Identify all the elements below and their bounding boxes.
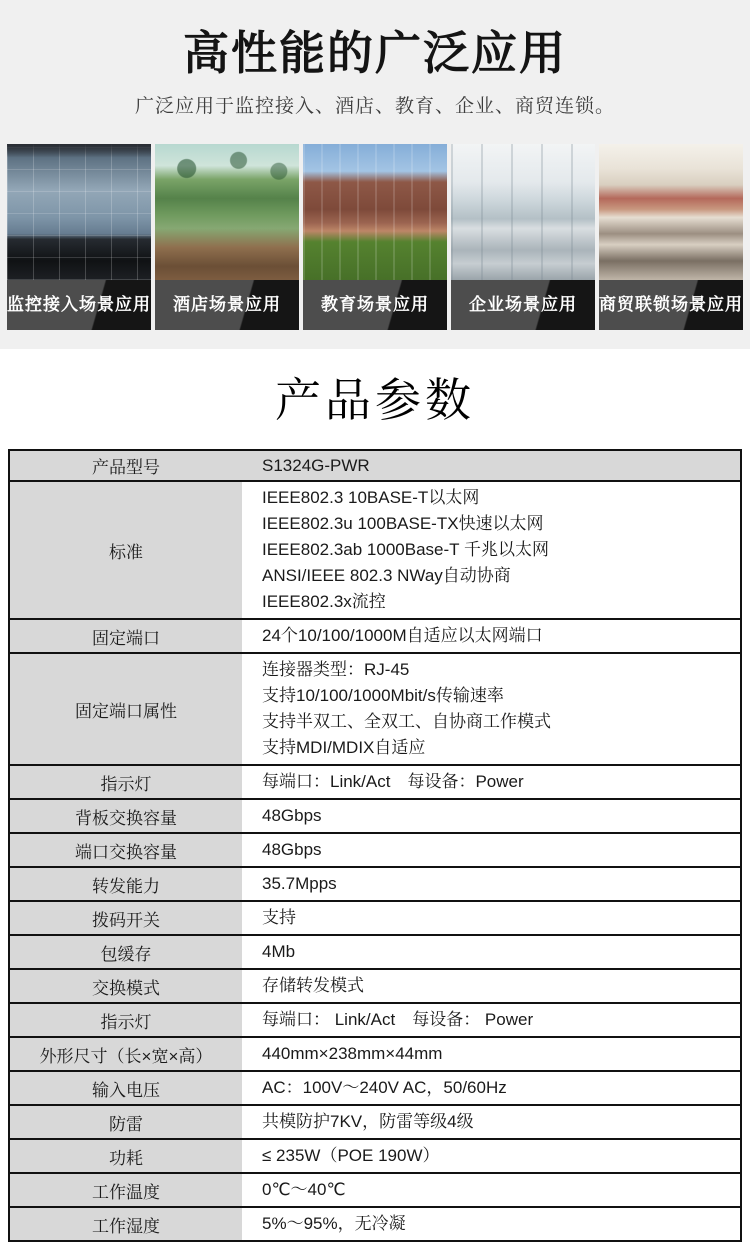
spec-label: 拨码开关 xyxy=(10,902,242,934)
spec-value-line: 48Gbps xyxy=(262,840,322,859)
spec-value-line: IEEE802.3x流控 xyxy=(262,592,386,611)
scene-caption: 酒店场景应用 xyxy=(155,280,299,330)
spec-row xyxy=(10,866,740,900)
spec-label: 产品型号 xyxy=(10,451,242,480)
scene-caption: 企业场景应用 xyxy=(451,280,595,330)
spec-row xyxy=(10,798,740,832)
spec-row xyxy=(10,900,740,934)
spec-value xyxy=(242,1106,740,1138)
scene-caption: 教育场景应用 xyxy=(303,280,447,330)
spec-value xyxy=(242,1208,740,1240)
spec-label: 指示灯 xyxy=(10,766,242,798)
spec-table xyxy=(8,449,742,1242)
spec-label: 端口交换容量 xyxy=(10,834,242,866)
spec-value-line: 每端口： Link/Act 每设备： Power xyxy=(262,1010,534,1029)
params-title: 产品参数 xyxy=(275,374,475,426)
spec-label: 转发能力 xyxy=(10,868,242,900)
spec-value xyxy=(242,451,740,480)
spec-value-line: ≤ 235W（POE 190W） xyxy=(262,1146,440,1165)
spec-row xyxy=(10,1138,740,1172)
spec-label: 指示灯 xyxy=(10,1004,242,1036)
spec-label: 包缓存 xyxy=(10,936,242,968)
spec-label: 固定端口属性 xyxy=(10,654,242,764)
scene-photo-campus-building xyxy=(303,144,447,280)
spec-row xyxy=(10,1070,740,1104)
spec-row xyxy=(10,1172,740,1206)
spec-label: 防雷 xyxy=(10,1106,242,1138)
spec-value xyxy=(242,482,740,618)
spec-row xyxy=(10,480,740,618)
spec-value xyxy=(242,902,740,934)
scene-card-campus-building xyxy=(303,144,447,330)
spec-value xyxy=(242,868,740,900)
spec-value-line: 连接器类型：RJ-45 xyxy=(262,660,410,679)
spec-label: 背板交换容量 xyxy=(10,800,242,832)
spec-row xyxy=(10,451,740,480)
spec-value xyxy=(242,654,740,764)
spec-value xyxy=(242,1004,740,1036)
spec-label: 交换模式 xyxy=(10,970,242,1002)
scene-photo-shopping-mall xyxy=(599,144,743,280)
spec-row xyxy=(10,1002,740,1036)
spec-value-line: 4Mb xyxy=(262,942,296,961)
spec-value xyxy=(242,834,740,866)
spec-value-line: 存储转发模式 xyxy=(262,976,364,995)
spec-value-line: 共模防护7KV，防雷等级4级 xyxy=(262,1112,474,1131)
spec-row xyxy=(10,1104,740,1138)
spec-value-line: 支持半双工、全双工、自协商工作模式 xyxy=(262,712,551,731)
scene-photo-hotel-resort xyxy=(155,144,299,280)
spec-value-line: 5%～95%，无冷凝 xyxy=(262,1214,406,1233)
spec-value xyxy=(242,1140,740,1172)
spec-label: 工作温度 xyxy=(10,1174,242,1206)
spec-value-line: 每端口：Link/Act 每设备：Power xyxy=(262,772,524,791)
spec-value-line: ANSI/IEEE 802.3 NWay自动协商 xyxy=(262,566,511,585)
spec-value xyxy=(242,936,740,968)
scene-caption: 监控接入场景应用 xyxy=(7,280,151,330)
spec-value-line: AC：100V～240V AC，50/60Hz xyxy=(262,1078,507,1097)
scene-card-monitoring-room xyxy=(7,144,151,330)
scene-card-office-interior xyxy=(451,144,595,330)
spec-value-line: 支持MDI/MDIX自适应 xyxy=(262,738,426,757)
scene-photo-monitoring-room xyxy=(7,144,151,280)
spec-value-line: 35.7Mpps xyxy=(262,874,337,893)
spec-value xyxy=(242,766,740,798)
spec-row xyxy=(10,968,740,1002)
spec-value-line: IEEE802.3 10BASE-T以太网 xyxy=(262,488,480,507)
scene-card-hotel-resort xyxy=(155,144,299,330)
spec-value xyxy=(242,1174,740,1206)
spec-label: 工作湿度 xyxy=(10,1208,242,1240)
spec-label: 固定端口 xyxy=(10,620,242,652)
spec-label: 外形尺寸（长×宽×高） xyxy=(10,1038,242,1070)
spec-value-line: 440mm×238mm×44mm xyxy=(262,1044,443,1063)
hero-title: 高性能的广泛应用 xyxy=(183,27,567,79)
spec-value-line: S1324G-PWR xyxy=(262,455,370,475)
scene-card-shopping-mall xyxy=(599,144,743,330)
spec-value-line: 0℃～40℃ xyxy=(262,1180,346,1199)
spec-label: 输入电压 xyxy=(10,1072,242,1104)
spec-value xyxy=(242,800,740,832)
spec-label: 功耗 xyxy=(10,1140,242,1172)
hero-subtitle: 广泛应用于监控接入、酒店、教育、企业、商贸连锁。 xyxy=(134,96,615,117)
spec-value-line: 24个10/100/1000M自适应以太网端口 xyxy=(262,626,543,645)
scene-photo-office-interior xyxy=(451,144,595,280)
spec-value xyxy=(242,1072,740,1104)
spec-value-line: 48Gbps xyxy=(262,806,322,825)
spec-value-line: IEEE802.3ab 1000Base-T 千兆以太网 xyxy=(262,540,549,559)
spec-value xyxy=(242,1038,740,1070)
spec-row xyxy=(10,618,740,652)
hero-section xyxy=(0,0,750,349)
spec-row xyxy=(10,1206,740,1240)
spec-label: 标准 xyxy=(10,482,242,618)
spec-row xyxy=(10,1036,740,1070)
spec-row xyxy=(10,934,740,968)
spec-row xyxy=(10,652,740,764)
scene-card-row xyxy=(0,144,750,330)
params-section xyxy=(0,349,750,1250)
spec-row xyxy=(10,764,740,798)
spec-value-line: 支持10/100/1000Mbit/s传输速率 xyxy=(262,686,504,705)
scene-caption: 商贸联锁场景应用 xyxy=(599,280,743,330)
spec-value xyxy=(242,970,740,1002)
spec-value-line: IEEE802.3u 100BASE-TX快速以太网 xyxy=(262,514,544,533)
spec-row xyxy=(10,832,740,866)
spec-value-line: 支持 xyxy=(262,908,296,927)
spec-value xyxy=(242,620,740,652)
